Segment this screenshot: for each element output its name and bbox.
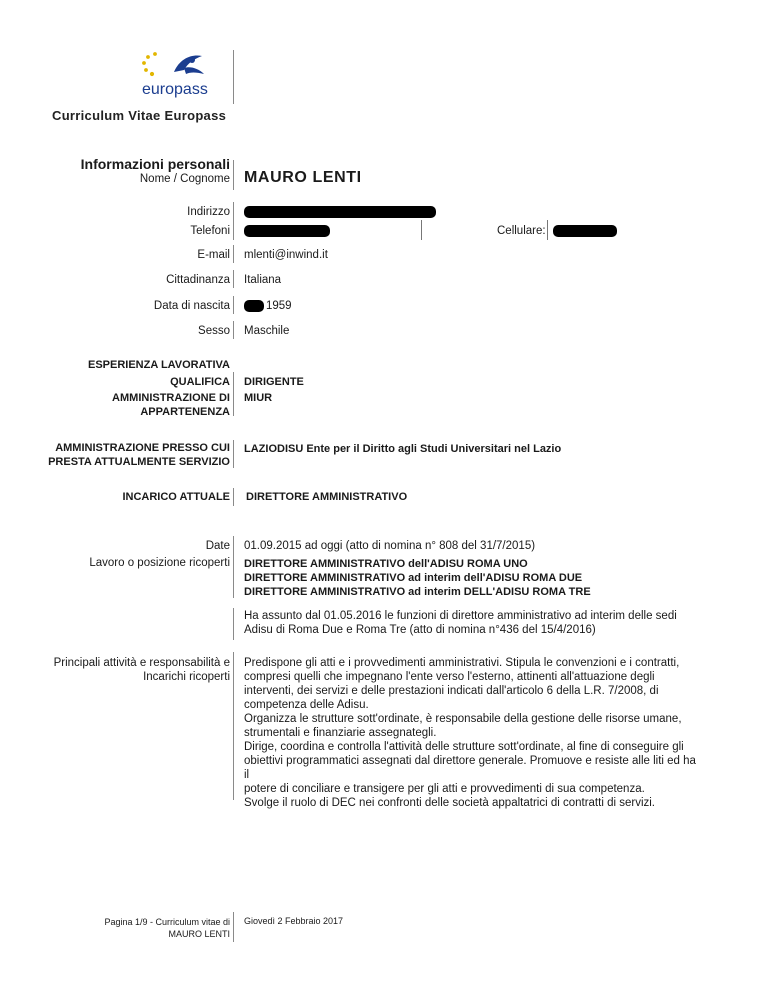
- amministrazione-label-line-2: APPARTENENZA: [140, 406, 230, 418]
- activities-line: strumentali e finanziarie assegnategli.: [244, 727, 437, 739]
- footer-page-line-2: MAURO LENTI: [168, 929, 230, 939]
- interim-line: Ha assunto dal 01.05.2016 le funzioni di direttore amministrativo ad interim delle sedi: [244, 610, 677, 622]
- address-label: Indirizzo: [187, 206, 230, 218]
- activities-line: competenza delle Adisu.: [244, 699, 369, 711]
- europass-logo: [130, 50, 230, 106]
- logo-divider: [233, 50, 234, 104]
- footer-date: Giovedì 2 Febbraio 2017: [244, 916, 344, 926]
- activities-line: compresi quelli che impegnano l'ente verso l'esterno, attinenti all'attuazione degli: [244, 671, 655, 683]
- servizio-label-line-1: AMMINISTRAZIONE PRESSO CUI: [55, 442, 230, 454]
- qualifica-label: QUALIFICA: [170, 376, 230, 388]
- column-divider-birth: [233, 296, 234, 314]
- cv-title: Curriculum Vitae Europass: [52, 108, 227, 123]
- name-label: Nome / Cognome: [139, 173, 230, 185]
- phone-label: Telefoni: [190, 225, 230, 237]
- servizio-value: LAZIODISU Ente per il Diritto agli Studi Universitari nel Lazio: [244, 443, 562, 455]
- activities-line: Organizza le strutture sott'ordinate, è responsabile della gestione delle risorse umane,: [244, 713, 682, 725]
- role-lines: [244, 557, 684, 599]
- activities-line: Svolge il ruolo di DEC nei confronti delle società appaltatrici di contratti di servizi.: [244, 797, 656, 809]
- personal-section-title: Informazioni personali: [80, 156, 230, 172]
- sex-value: Maschile: [244, 325, 290, 337]
- email-value: mlenti@inwind.it: [244, 249, 328, 261]
- column-divider-servizio: [233, 440, 234, 468]
- column-divider-incarico: [233, 488, 234, 506]
- column-divider-citizenship: [233, 270, 234, 288]
- europass-logo-text: europass: [142, 81, 208, 98]
- date-label: Date: [205, 540, 230, 552]
- role-label: Lavoro o posizione ricoperti: [89, 557, 230, 569]
- mobile-label: Cellulare:: [497, 225, 546, 237]
- citizenship-value: Italiana: [244, 274, 282, 286]
- activities-label: [54, 656, 230, 684]
- column-divider-activities: [233, 652, 234, 800]
- mobile-separator: [547, 220, 548, 240]
- activities-line: obiettivi programmatici assegnati dal direttore generale. Promuove e resiste alle liti ed ha il: [244, 755, 696, 781]
- footer-page-line-1: Pagina 1/9 - Curriculum vitae di: [104, 917, 230, 927]
- servizio-label: [48, 441, 230, 469]
- column-divider-date: [233, 536, 234, 598]
- column-divider-sex: [233, 321, 234, 339]
- role-line: DIRETTORE AMMINISTRATIVO dell'ADISU ROMA UNO: [244, 558, 528, 570]
- mobile-redaction: [553, 225, 617, 237]
- sex-label: Sesso: [198, 325, 230, 337]
- europass-logo-icon: [130, 50, 230, 106]
- citizenship-label: Cittadinanza: [166, 274, 230, 286]
- activities-line: potere di conciliare e transigere per gli atti e provvedimenti di sua competenza.: [244, 783, 645, 795]
- column-divider-address: [233, 202, 234, 240]
- activities-line: interventi, dei servizi e delle prestazioni indicati dall'articolo 6 della L.R. 7/2008, di: [244, 685, 659, 697]
- address-redaction: [244, 206, 436, 218]
- activities-label-line-1: Principali attività e responsabilità e: [53, 657, 230, 669]
- interim-line: Adisu di Roma Due e Roma Tre (atto di nomina n°436 del 15/4/2016): [244, 624, 596, 636]
- incarico-value: DIRETTORE AMMINISTRATIVO: [246, 491, 408, 503]
- birth-label: Data di nascita: [153, 300, 230, 312]
- role-line: DIRETTORE AMMINISTRATIVO ad interim dell'ADISU ROMA DUE: [244, 572, 583, 584]
- role-line: DIRETTORE AMMINISTRATIVO ad interim DELL'ADISU ROMA TRE: [244, 586, 591, 598]
- experience-section-title: ESPERIENZA LAVORATIVA: [88, 359, 230, 371]
- interim-paragraph: [244, 609, 684, 637]
- column-divider-email: [233, 245, 234, 263]
- activities-line: Dirige, coordina e controlla l'attività delle strutture sott'ordinate, al fine di conseguire gli: [244, 741, 684, 753]
- date-value: 01.09.2015 ad oggi (atto di nomina n° 808 del 31/7/2015): [244, 540, 536, 552]
- name-value: MAURO LENTI: [244, 169, 362, 186]
- amministrazione-value: MIUR: [244, 392, 273, 404]
- phone-redaction: [244, 225, 330, 237]
- email-label: E-mail: [197, 249, 230, 261]
- phone-separator: [421, 220, 422, 240]
- birth-redaction: [244, 300, 264, 312]
- column-divider-name: [233, 160, 234, 190]
- activities-label-line-2: Incarichi ricoperti: [143, 671, 230, 683]
- birth-value: 1959: [266, 300, 292, 312]
- column-divider-qualifica: [233, 372, 234, 416]
- servizio-label-line-2: PRESTA ATTUALMENTE SERVIZIO: [48, 456, 230, 468]
- incarico-label: INCARICO ATTUALE: [122, 491, 230, 503]
- amministrazione-label: [112, 391, 230, 419]
- column-divider-footer: [233, 912, 234, 942]
- qualifica-value: DIRIGENTE: [244, 376, 304, 388]
- activities-line: Predispone gli atti e i provvedimenti amministrativi. Stipula le convenzioni e i contratti,: [244, 657, 680, 669]
- amministrazione-label-line-1: AMMINISTRAZIONE DI: [112, 392, 230, 404]
- activities-paragraph: [244, 656, 704, 810]
- footer-page-info: [104, 916, 230, 940]
- column-divider-interim: [233, 608, 234, 640]
